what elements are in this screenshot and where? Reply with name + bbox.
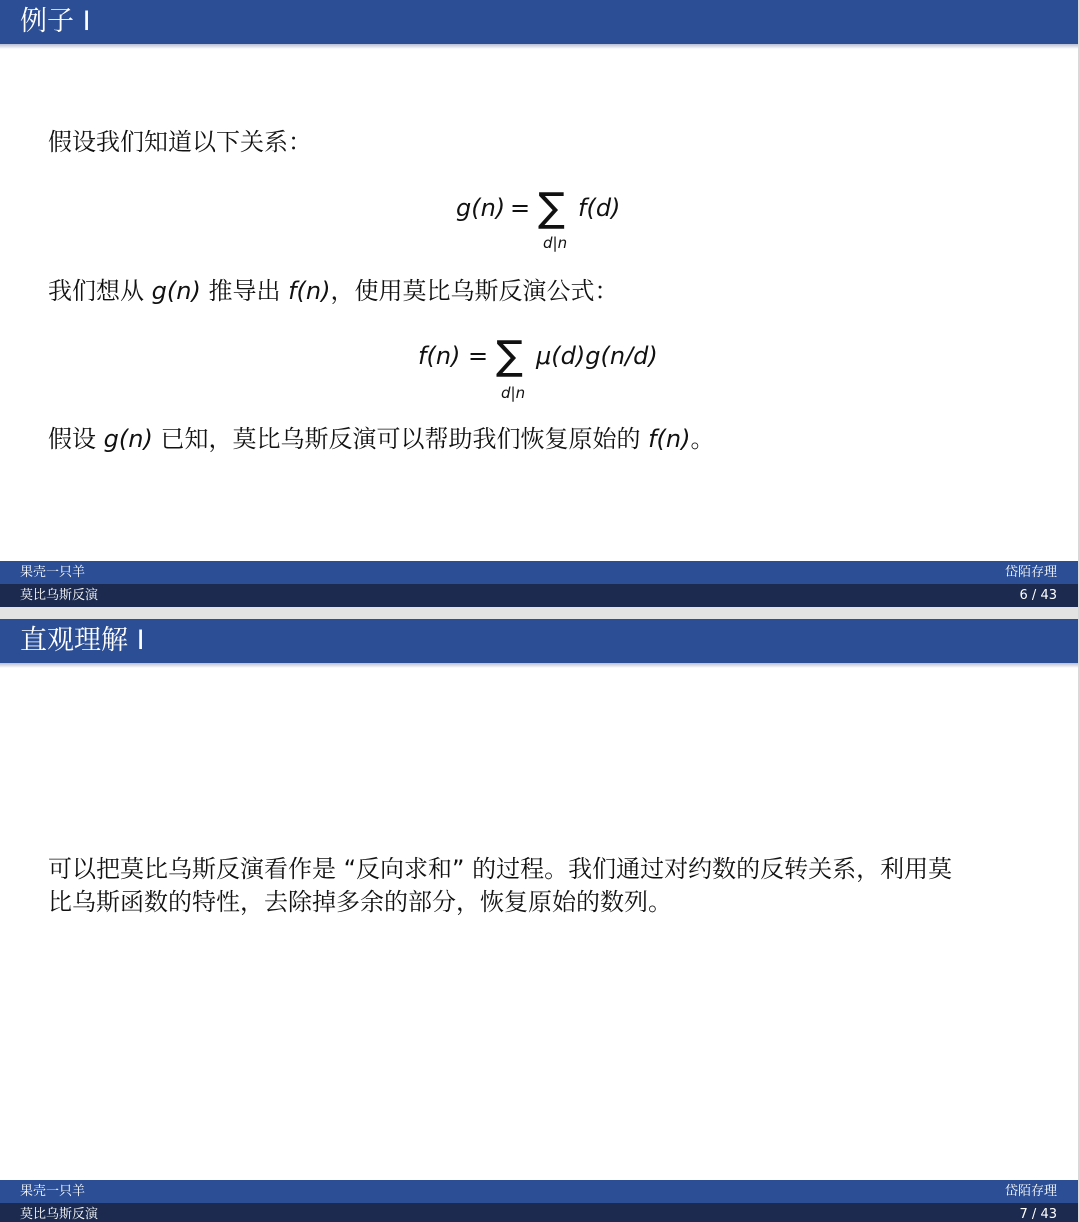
footer-page-number: 7 / 43	[1019, 1207, 1057, 1222]
footer-author: 果壳一只羊	[20, 1184, 86, 1199]
derivation-text	[48, 275, 618, 307]
formula-1-lhs: g(n)	[456, 194, 506, 222]
slide-6	[0, 0, 1080, 607]
footer-author: 果壳一只羊	[20, 565, 86, 580]
footer-institute: 岱陌存理	[1004, 1184, 1057, 1199]
sum-symbol: ∑	[496, 333, 523, 379]
slide-7	[0, 619, 1080, 1222]
footer-page-number: 6 / 43	[1019, 588, 1057, 603]
intuition-paragraph	[48, 853, 1028, 919]
formula-1-equals: =	[510, 194, 531, 222]
footer-row-bottom	[0, 584, 1078, 607]
var-g-n: g(n)	[151, 277, 201, 305]
title-shadow	[0, 44, 1078, 49]
frame-title: 直观理解 I	[20, 625, 145, 656]
footer	[0, 561, 1078, 607]
text-span: 假设	[48, 425, 104, 453]
intro-text: 假设我们知道以下关系：	[48, 128, 312, 156]
footer-row-top	[0, 561, 1078, 584]
text-span: 已知，莫比乌斯反演可以帮助我们恢复原始的	[152, 425, 649, 453]
formula-1-term: f(d)	[578, 194, 621, 222]
paragraph-line: 可以把莫比乌斯反演看作是 “反向求和” 的过程。我们通过对约数的反转关系，利用莫	[48, 855, 953, 883]
frame-title-bar	[0, 0, 1078, 44]
frame-title-bar	[0, 619, 1078, 663]
footer-institute: 岱陌存理	[1004, 565, 1057, 580]
var-f-n: f(n)	[288, 277, 331, 305]
slide-separator	[0, 607, 1080, 619]
formula-2-term: μ(d)g(n/d)	[536, 342, 658, 370]
footer-row-bottom	[0, 1203, 1078, 1222]
formula-1	[456, 185, 656, 262]
footer-short-title: 莫比乌斯反演	[20, 588, 99, 603]
text-span: 推导出	[200, 277, 289, 305]
frame-title: 例子 I	[20, 6, 91, 37]
title-shadow	[0, 663, 1078, 668]
var-f-n: f(n)	[648, 425, 691, 453]
text-span: 我们想从	[48, 277, 152, 305]
conclusion-text	[48, 423, 714, 455]
formula-2-equals: =	[468, 342, 489, 370]
formula-2	[418, 333, 678, 410]
text-span: ，使用莫比乌斯反演公式：	[330, 277, 619, 305]
text-span: 。	[690, 425, 715, 453]
formula-1-subscript: d|n	[543, 234, 568, 252]
sum-symbol: ∑	[538, 185, 565, 231]
paragraph-line: 比乌斯函数的特性，去除掉多余的部分，恢复原始的数列。	[48, 888, 672, 916]
footer-short-title: 莫比乌斯反演	[20, 1207, 99, 1222]
var-g-n: g(n)	[103, 425, 153, 453]
formula-2-lhs: f(n)	[418, 342, 461, 370]
footer	[0, 1180, 1078, 1222]
formula-2-subscript: d|n	[501, 384, 526, 402]
footer-row-top	[0, 1180, 1078, 1203]
